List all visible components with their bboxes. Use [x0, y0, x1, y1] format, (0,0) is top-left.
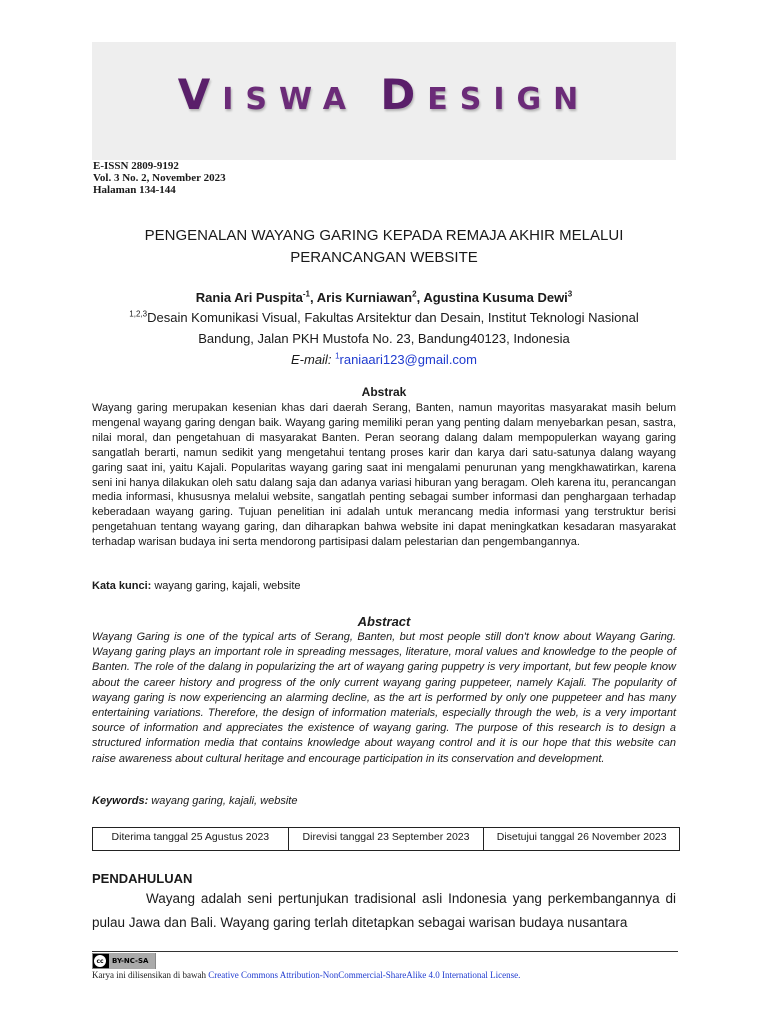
pages: Halaman 134-144	[93, 184, 176, 196]
abstract-heading: Abstract	[357, 614, 411, 629]
date-accepted: Disetujui tanggal 26 November 2023	[483, 828, 679, 850]
footer-divider	[92, 951, 678, 952]
masthead-initial-1: V	[177, 70, 223, 119]
kata-kunci	[92, 580, 301, 592]
email-link[interactable]	[335, 352, 477, 367]
keywords-label: Keywords:	[92, 795, 149, 807]
masthead-word-2: ESIGN	[427, 82, 591, 117]
intro-paragraph: Wayang adalah seni pertunjukan tradisional asli Indonesia yang perkembangannya di pulau Jawa dan Bali. Wayang garing terlah ditetapkan sebagai warisan budaya nusantara	[92, 891, 676, 930]
affiliation-line-2: Bandung, Jalan PKH Mustofa No. 23, Bandung40123, Indonesia	[198, 331, 570, 346]
creative-commons-icon: cc	[94, 955, 106, 967]
email-address: raniaari123@gmail.com	[339, 352, 477, 367]
keywords	[92, 795, 297, 807]
title-line-2: PERANCANGAN WEBSITE	[290, 249, 478, 266]
article-title	[92, 225, 676, 269]
author-sup: 2	[412, 289, 417, 299]
affiliation-line-1: Desain Komunikasi Visual, Fakultas Arsitektur dan Desain, Institut Teknologi Nasional	[147, 310, 639, 325]
affiliation	[92, 307, 676, 370]
license-notice	[92, 970, 520, 980]
cc-license-badge[interactable]	[92, 953, 156, 969]
title-line-1: PENGENALAN WAYANG GARING KEPADA REMAJA AKHIR MELALUI	[144, 227, 624, 244]
license-link[interactable]: Creative Commons Attribution-NonCommercial-ShareAlike 4.0 International License.	[208, 970, 521, 980]
author-name: Rania Ari Puspita	[195, 290, 303, 305]
masthead-initial-2: D	[380, 70, 428, 119]
abstract-body: Wayang Garing is one of the typical arts of Serang, Banten, but most people still don't know about Wayang Garing. Wayang garing plays an important role in spreading messages, literature, moral values and knowledge to the people of Banten. The role of the dalang in popularizing the art of wayang garing puppetry is very important, but few people know about the career history and progress of the only current wayang garing puppeteer, namely Kajali. The popularity of wayang garing is now experiencing an alarming decline, as the art is performed by only one puppeteer and has many entertaining variations. Therefore, the design of information materials, especially through the web, is a very important source of information and appreciates the existence of wayang garing. The purpose of this research is to design a structured information media that contains knowledge about wayang control and it is our hope that this website can raise awareness about cultural heritage and encourage participation in its conservation and development.	[92, 631, 676, 765]
author-name: Aris Kurniawan	[316, 290, 413, 305]
eissn: E-ISSN 2809-9192	[93, 160, 179, 172]
section-heading-pendahuluan: PENDAHULUAN	[92, 871, 193, 886]
volume: Vol. 3 No. 2, November 2023	[93, 172, 226, 184]
abstrak-heading: Abstrak	[361, 385, 407, 399]
author-list: Rania Ari Puspita$^{-1}$, Aris Kurniawan$^2$, Agustina Kusuma Dewi$^3$	[195, 289, 573, 305]
cc-badge-label: BY-NC-SA	[109, 953, 155, 969]
license-prefix: Karya ini dilisensikan di bawah	[92, 970, 209, 980]
keywords-values: wayang garing, kajali, website	[148, 795, 298, 807]
email-sup: 1	[335, 351, 340, 361]
author-sup: 3	[567, 289, 573, 299]
abstrak-body: Wayang garing merupakan kesenian khas dari daerah Serang, Banten, namun mayoritas masyarakat masih belum mengenal wayang garing dengan baik. Wayang garing memiliki peran yang penting dalam menyebarkan pesan, sastra, nilai moral, dan pengetahuan di masyarakat Banten. Peran seorang dalang dalam mempopulerkan wayang garing sangatlah berarti, namun sedikit yang mengetahui tentang proses karir dan karya dari satu-satunya dalang wayang garing saat ini, yaitu Kajali. Popularitas wayang garing saat ini mengalami penurunan yang mengkhawatirkan, karena seni ini hanya dilakukan oleh satu dalang saja dan adanya variasi hiburan yang beragam. Oleh karena itu, perancangan media informasi, khususnya melalui website, sangatlah penting sebagai sumber informasi dan penghargaan terhadap keberadaan wayang garing. Tujuan penelitian ini adalah untuk merancang media informasi yang terstruktur berisi pengetahuan tentang wayang garing, dan diharapkan bahwa website ini dapat meningkatkan kesadaran masyarakat terhadap warisan budaya ini serta mendorong partisipasi dalam pelestarian dan pengembangannya.	[92, 402, 676, 549]
author-sup: -1	[302, 289, 311, 299]
affiliation-sup: 1,2,3	[129, 309, 148, 319]
date-revised: Direvisi tanggal 23 September 2023	[288, 828, 484, 850]
kata-kunci-values: wayang garing, kajali, website	[151, 580, 301, 592]
submission-dates-table	[92, 827, 680, 851]
journal-masthead	[92, 70, 676, 119]
email-line	[92, 349, 676, 370]
author-name: Agustina Kusuma Dewi	[423, 290, 568, 305]
masthead-word-1: ISWA	[222, 82, 358, 117]
journal-meta	[93, 160, 226, 196]
date-received: Diterima tanggal 25 Agustus 2023	[111, 831, 270, 843]
kata-kunci-label: Kata kunci:	[92, 580, 152, 592]
journal-banner	[92, 42, 676, 160]
email-label: E-mail:	[290, 352, 332, 367]
